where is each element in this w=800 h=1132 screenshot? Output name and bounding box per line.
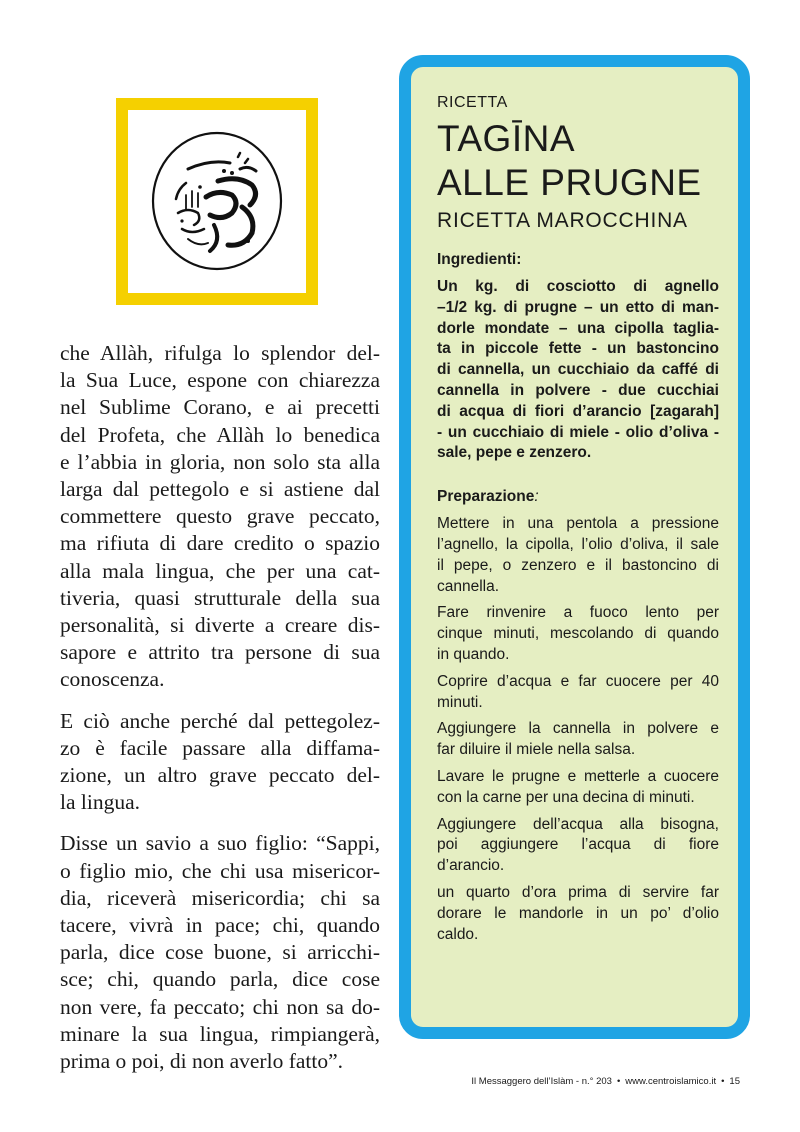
preparation-step xyxy=(437,672,719,714)
step-line: Aggiungere dell’acqua alla bisogna, xyxy=(437,815,719,833)
article-line: conoscenza. xyxy=(60,667,165,692)
article-line: Disse un savio a suo figlio: “Sappi, xyxy=(60,831,380,856)
ingredient-line: sale, pepe e zenzero. xyxy=(437,444,592,462)
article-line: tacere, vivrà in pace; chi, quando xyxy=(60,913,380,938)
step-line: Lavare le prugne e metterle a cuocere xyxy=(437,767,719,785)
preparation-step xyxy=(437,815,719,877)
ingredient-line: cannella in polvere - due cucchiai xyxy=(437,381,719,399)
page-footer xyxy=(471,1076,740,1087)
preparation-step xyxy=(437,603,719,665)
article-paragraph xyxy=(60,830,380,1075)
preparation-heading-colon: : xyxy=(534,488,539,506)
footer-website: www.centroislamico.it xyxy=(625,1076,717,1087)
article-line: commettere questo grave peccato, xyxy=(60,504,380,529)
recipe-title-line-1: TAGĪNA xyxy=(437,118,575,159)
step-line: Aggiungere la cannella in polvere e xyxy=(437,720,719,738)
calligraphy-seal-icon xyxy=(148,129,286,273)
step-line: caldo. xyxy=(437,925,479,943)
step-line: cinque minuti, mescolando di quando xyxy=(437,625,719,643)
ingredient-line: Un kg. di cosciotto di agnello xyxy=(437,278,719,295)
step-line: Fare rinvenire a fuoco lento per xyxy=(437,604,719,622)
step-line: Mettere in una pentola a pressione xyxy=(437,515,719,533)
article-line: personalità, si diverte a creare dis- xyxy=(60,613,380,638)
step-line: minuti. xyxy=(437,693,483,711)
article-body xyxy=(60,340,380,1089)
step-line: far diluire il miele nella salsa. xyxy=(437,741,636,759)
article-line: prima o poi, di non averlo fatto”. xyxy=(60,1049,344,1074)
article-line: dia, riceverà misericordia; chi sa xyxy=(60,885,380,910)
article-paragraph xyxy=(60,708,380,817)
article-line: zione, un altro grave peccato del- xyxy=(60,763,380,788)
ingredient-line: di acqua di fiori d’arancio [zagarah] xyxy=(437,402,719,420)
ingredients-heading: Ingredienti: xyxy=(437,251,522,268)
article-line: minare la sua lingua, rimpiangerà, xyxy=(60,1021,380,1046)
preparation-step xyxy=(437,514,719,597)
article-line: o figlio mio, che chi usa misericor- xyxy=(60,858,380,883)
article-paragraph xyxy=(60,340,380,694)
article-line: del Profeta, che Allàh lo benedica xyxy=(60,422,380,447)
article-line: parla, dice cose buone, si arricchi- xyxy=(60,940,380,965)
ingredient-line: ta in piccole fette - un bastoncino xyxy=(437,340,719,358)
preparation-heading-text: Preparazione xyxy=(437,488,535,506)
article-line: che Allàh, rifulga lo splendor del- xyxy=(60,341,380,365)
ingredients-list xyxy=(437,277,719,464)
article-line: nel Sublime Corano, e ai precetti xyxy=(60,395,380,420)
preparation-heading xyxy=(437,488,719,506)
article-line: sapore e attrito tra persone di sua xyxy=(60,640,380,665)
ingredient-line: - un cucchiaio di miele - olio d’oliva - xyxy=(437,423,719,441)
step-line: il pepe, o zenzero e il bastoncino di xyxy=(437,556,719,574)
ingredient-line: dorle mondate – una cipolla taglia- xyxy=(437,319,719,337)
article-line: sce; chi, quando parla, dice cose xyxy=(60,967,380,992)
article-line: ma rifiuta di dare credito o spazio xyxy=(60,531,380,556)
article-line: alla mala lingua, che per una cat- xyxy=(60,558,380,583)
preparation-step xyxy=(437,719,719,761)
article-line: la Sua Luce, espone con chiarezza xyxy=(60,368,380,393)
step-line: poi aggiungere l’acqua di fiore xyxy=(437,836,719,854)
article-line: zo è facile passare alla diffama- xyxy=(60,735,380,760)
step-line: un quarto d’ora prima di servire far xyxy=(437,883,719,901)
step-line: d’arancio. xyxy=(437,857,505,875)
step-line: l’agnello, la cipolla, l’olio d’oliva, il sale xyxy=(437,535,719,553)
step-line: cannella. xyxy=(437,577,500,595)
footer-separator-2: • xyxy=(721,1076,725,1087)
article-line: E ciò anche perché dal pettegolez- xyxy=(60,708,380,733)
step-line: dorare le mandorle in un po’ d’olio xyxy=(437,904,719,922)
preparation-step xyxy=(437,883,719,945)
footer-separator-1: • xyxy=(616,1076,621,1087)
recipe-content xyxy=(437,93,719,951)
ingredient-line: di cannella, un cucchiaio da caffé di xyxy=(437,361,719,379)
recipe-kicker: RICETTA xyxy=(437,94,508,111)
footer-magazine: Il Messaggero dell’Islàm - n.° 203 xyxy=(471,1076,612,1087)
step-line: in quando. xyxy=(437,645,510,663)
article-line: tiveria, quasi strutturale della sua xyxy=(60,585,380,610)
recipe-subtitle: RICETTA MAROCCHINA xyxy=(437,209,688,232)
article-line: la lingua. xyxy=(60,790,141,815)
article-line: non vere, fa peccato; chi non sa do- xyxy=(60,994,380,1019)
step-line: con la carne per una decina di minuti. xyxy=(437,788,695,806)
preparation-steps xyxy=(437,514,719,945)
article-line: larga dal pettegolo e si astiene dal xyxy=(60,477,380,502)
recipe-box xyxy=(399,55,750,1039)
step-line: Coprire d’acqua e far cuocere per 40 xyxy=(437,672,719,690)
recipe-title xyxy=(437,117,719,205)
article-line: e l’abbia in gloria, non solo sta alla xyxy=(60,449,380,474)
calligraphy-logo-frame xyxy=(116,98,318,305)
footer-page-number: 15 xyxy=(729,1076,740,1087)
ingredient-line: –1/2 kg. di prugne – un etto di man- xyxy=(437,298,719,316)
recipe-title-line-2: ALLE PRUGNE xyxy=(437,162,702,203)
preparation-step xyxy=(437,767,719,809)
